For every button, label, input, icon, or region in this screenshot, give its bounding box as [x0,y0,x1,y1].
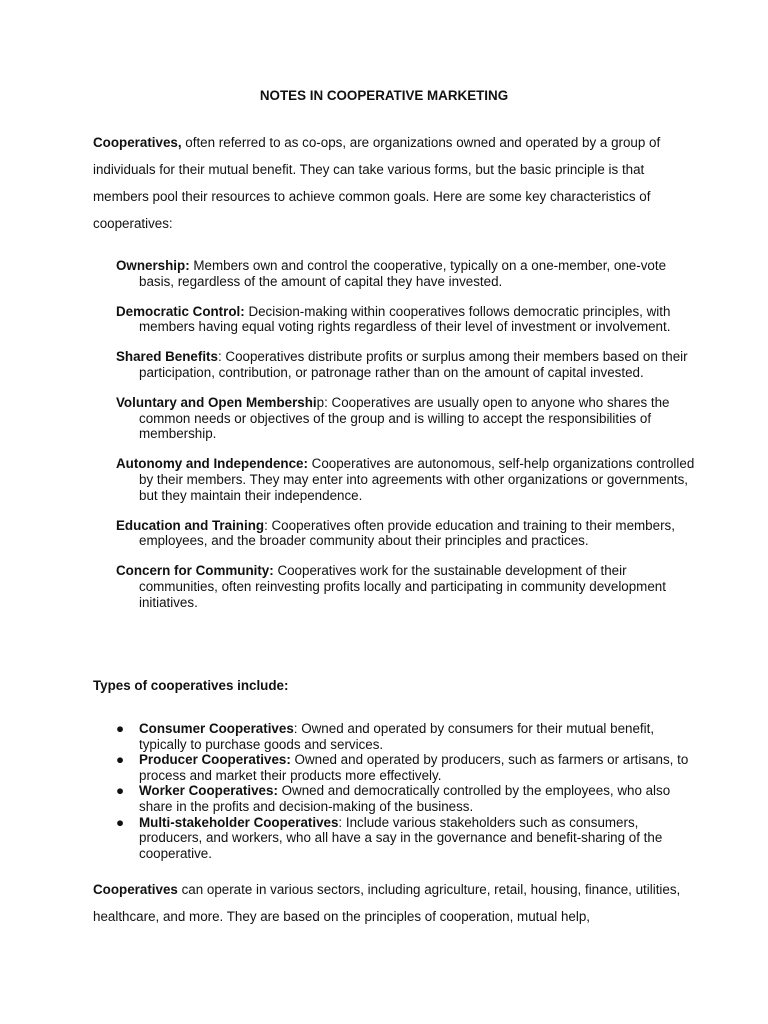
characteristic-text: : Cooperatives distribute profits or surplus among their members based on their participation, contribution, or patronage rather than on the amount of capital invested. [139,349,688,380]
characteristic-item [116,563,696,610]
characteristic-term: Education and Training [116,517,265,533]
closing-text: can operate in various sectors, including agriculture, retail, housing, finance, utilities, healthcare, and more. They are based on the principles of cooperation, mutual help, [93,882,681,924]
characteristic-term: Voluntary and Open Membershi [116,395,317,411]
characteristic-text: Cooperatives are autonomous, self-help organizations controlled by their members. They may enter into agreements with other organizations or governments, but they maintain their independence. [139,456,695,503]
characteristic-text: Members own and control the cooperative, typically on a one-member, one-vote basis, regardless of the amount of capital they have invested. [139,258,667,289]
characteristic-item [116,518,696,549]
types-heading: Types of cooperatives include: [93,678,289,693]
type-term: Consumer Cooperatives [139,721,294,736]
characteristic-item [116,395,696,442]
types-list [116,721,696,861]
type-item [116,721,696,752]
type-text: Owned and operated by producers, such as farmers or artisans, to process and market their products more effectively. [139,752,689,783]
characteristic-term: Concern for Community: [116,563,274,579]
closing-paragraph [93,876,693,930]
characteristic-term: Autonomy and Independence: [116,456,308,472]
intro-paragraph [93,129,693,237]
characteristics-list [116,258,696,625]
characteristic-text: : Cooperatives often provide education and training to their members, employees, and the broader community about their principles and practices. [139,517,675,549]
characteristic-item [116,349,696,380]
characteristic-text: p: Cooperatives are usually open to anyone who shares the common needs or objectives of the group and is willing to accept the responsibilities of membership. [139,395,670,442]
intro-term: Cooperatives, [93,135,182,150]
bullet-icon: ● [116,752,125,768]
type-item [116,752,696,783]
closing-term: Cooperatives [93,882,178,897]
characteristic-item [116,304,696,335]
type-term: Worker Cooperatives: [139,783,278,799]
characteristic-text: Decision-making within cooperatives follows democratic principles, with members having equal voting rights regardless of their level of investment or involvement. [139,303,671,335]
type-term: Producer Cooperatives: [139,752,291,768]
characteristic-item [116,456,696,503]
characteristic-term: Democratic Control: [116,303,245,319]
type-text: : Owned and operated by consumers for their mutual benefit, typically to purchase goods and services. [139,721,655,752]
bullet-icon: ● [116,814,125,830]
document-title: NOTES IN COOPERATIVE MARKETING [259,88,509,103]
intro-text: often referred to as co-ops, are organizations owned and operated by a group of individuals for their mutual benefit. They can take various forms, but the basic principle is that members pool their resources to achieve common goals. Here are some key characteristics of cooperatives: [93,135,661,231]
type-item [116,815,696,862]
bullet-icon: ● [116,721,125,736]
characteristic-term: Ownership: [116,258,190,273]
type-text: Owned and democratically controlled by the employees, who also share in the profits and decision-making of the business. [139,783,671,814]
type-term: Multi-stakeholder Cooperatives [139,814,339,830]
type-text: : Include various stakeholders such as consumers, producers, and workers, who all have a say in the governance and benefit-sharing of the cooperative. [139,814,663,861]
characteristic-text: Cooperatives work for the sustainable development of their communities, often reinvesting profits locally and participating in community development initiatives. [139,563,666,610]
bullet-icon: ● [116,783,125,799]
characteristic-item [116,258,696,289]
type-item [116,783,696,814]
characteristic-term: Shared Benefits [116,349,218,365]
